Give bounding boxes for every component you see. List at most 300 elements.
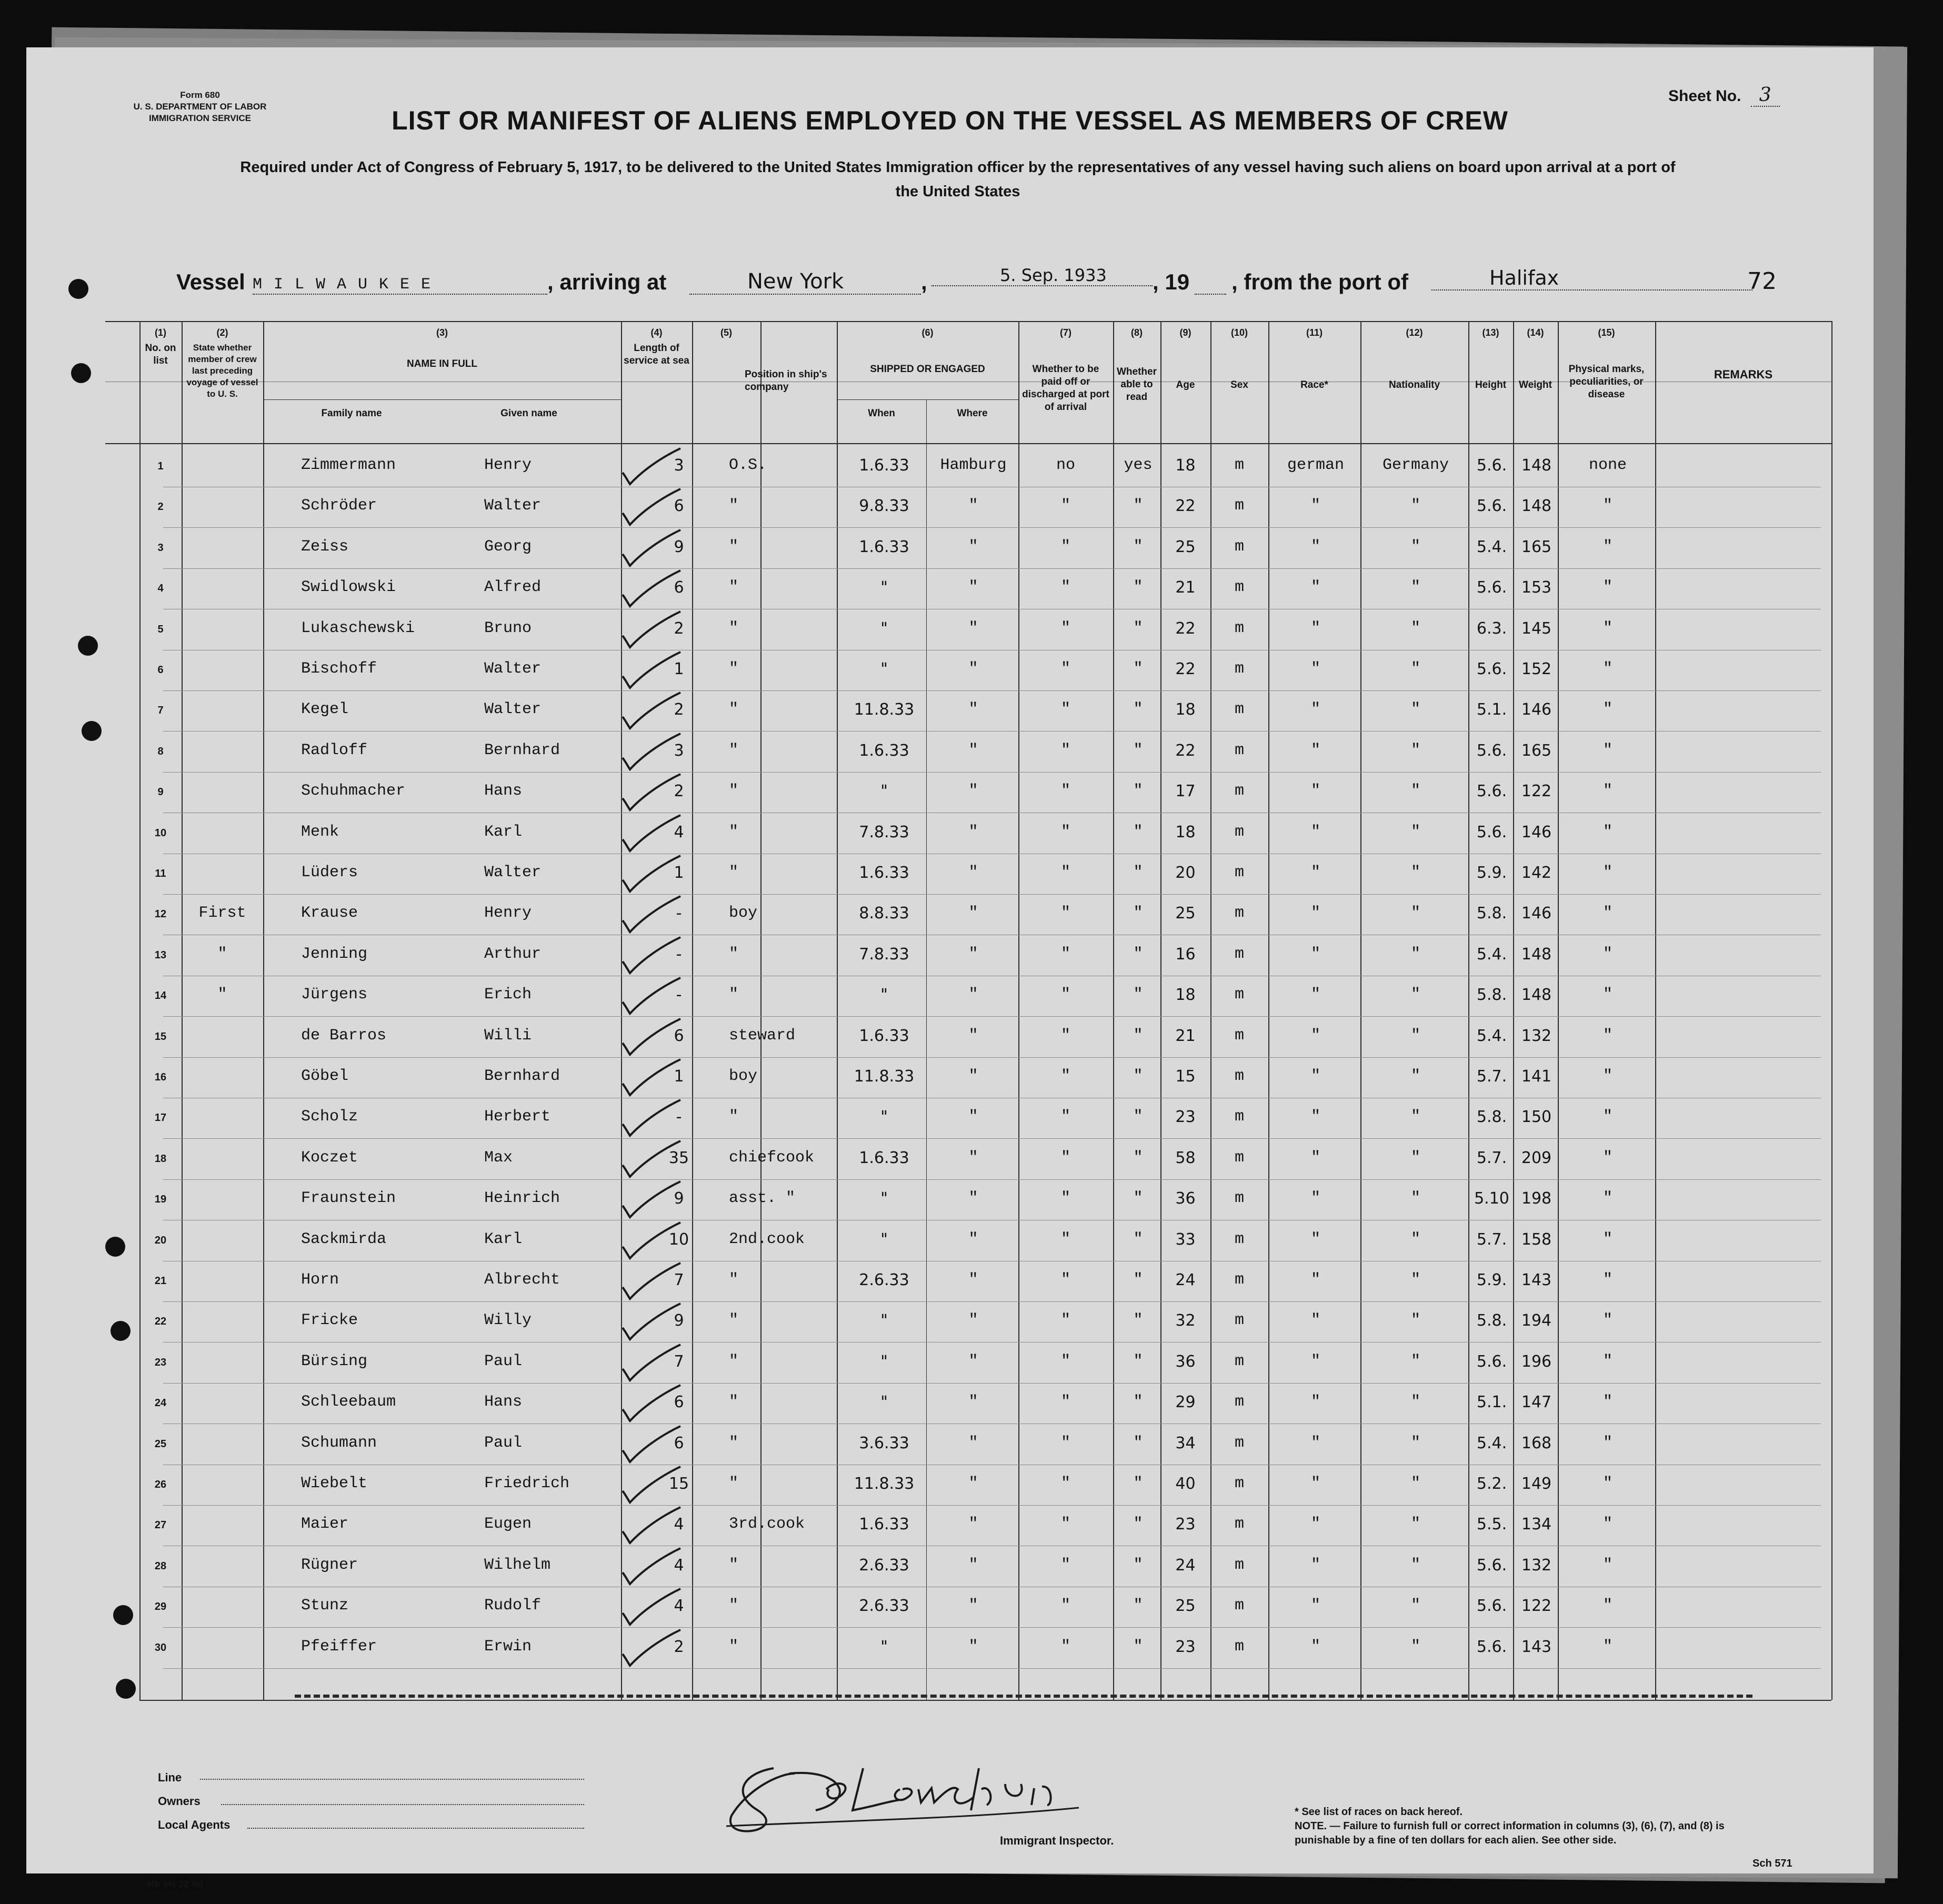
cell-marks: " bbox=[1603, 537, 1613, 556]
cell-nationality: " bbox=[1410, 1637, 1420, 1656]
cell-where: " bbox=[968, 1352, 978, 1370]
cell-marks: " bbox=[1603, 1393, 1613, 1411]
row-number: 18 bbox=[154, 1153, 167, 1165]
form-number: Form 680 bbox=[180, 90, 220, 100]
cell-paid: " bbox=[1060, 619, 1070, 637]
col-num: (13) bbox=[1482, 327, 1499, 338]
cell-read: " bbox=[1133, 823, 1143, 841]
cell-paid: " bbox=[1060, 1271, 1070, 1289]
cell-race: " bbox=[1310, 497, 1320, 515]
cell-height: 5.4. bbox=[1476, 1026, 1507, 1045]
cell-weight: 153 bbox=[1521, 578, 1552, 597]
cell-when: 2.6.33 bbox=[859, 1556, 909, 1575]
row-number: 9 bbox=[157, 786, 164, 798]
cell-weight: 148 bbox=[1521, 497, 1552, 516]
cell-height: 5.6. bbox=[1476, 1352, 1507, 1371]
cell-height: 5.9. bbox=[1476, 864, 1507, 882]
col-num: (9) bbox=[1179, 327, 1191, 338]
cell-position: " bbox=[729, 986, 739, 1004]
cell-family: Horn bbox=[301, 1271, 339, 1289]
cell-weight: 148 bbox=[1521, 456, 1552, 475]
col-num: (14) bbox=[1527, 327, 1544, 338]
cell-read: " bbox=[1133, 1189, 1143, 1208]
cell-age: 34 bbox=[1175, 1434, 1196, 1452]
footnote bbox=[1295, 1805, 1731, 1848]
cell-height: 5.6. bbox=[1476, 456, 1507, 475]
cell-nationality: " bbox=[1410, 1026, 1420, 1045]
cell-where: " bbox=[968, 986, 978, 1004]
col-remarks: REMARKS bbox=[1714, 368, 1773, 381]
owners-label: Owners bbox=[158, 1795, 201, 1808]
cell-race: " bbox=[1310, 537, 1320, 556]
cell-given: Herbert bbox=[484, 1108, 551, 1126]
cell-nationality: " bbox=[1410, 823, 1420, 841]
row-number: 11 bbox=[155, 868, 166, 879]
cell-age: 36 bbox=[1175, 1352, 1196, 1371]
cell-age: 25 bbox=[1175, 904, 1196, 923]
cell-paid: " bbox=[1060, 1108, 1070, 1126]
cell-position: " bbox=[729, 1311, 739, 1330]
cell-when: " bbox=[880, 578, 888, 597]
cell-when: 9.8.33 bbox=[859, 497, 909, 516]
schedule-number: Sch 571 bbox=[1752, 1858, 1792, 1869]
cell-read: " bbox=[1133, 1637, 1143, 1656]
cell-where: " bbox=[968, 619, 978, 637]
cell-where: " bbox=[968, 1230, 978, 1248]
cell-race: " bbox=[1310, 1148, 1320, 1167]
cell-height: 5.4. bbox=[1476, 945, 1507, 964]
cell-height: 5.6. bbox=[1476, 782, 1507, 801]
cell-family: Menk bbox=[301, 823, 339, 841]
cell-given: Erich bbox=[484, 986, 532, 1004]
penalty-note: NOTE. — Failure to furnish full or correct information in columns (3), (6), (7), and (8) is punishable by a fine of ten dollars for each alien. See other side. bbox=[1295, 1820, 1725, 1846]
cell-age: 32 bbox=[1175, 1311, 1196, 1330]
cell-marks: " bbox=[1603, 578, 1613, 597]
col-service-length: Length of service at sea bbox=[624, 343, 689, 366]
cell-position: " bbox=[729, 1556, 739, 1574]
sheet-number-value: 3 bbox=[1751, 84, 1780, 107]
cell-paid: " bbox=[1060, 537, 1070, 556]
cell-where: " bbox=[968, 537, 978, 556]
row-number: 5 bbox=[157, 623, 164, 635]
cell-sex: m bbox=[1234, 986, 1244, 1004]
cell-where: " bbox=[968, 1026, 978, 1045]
cell-nationality: " bbox=[1410, 1311, 1420, 1330]
cell-family: Jürgens bbox=[301, 986, 368, 1004]
cell-race: " bbox=[1310, 1311, 1320, 1330]
departure-port: Halifax bbox=[1431, 266, 1752, 290]
page-subtitle: Required under Act of Congress of February 5, 1917, to be delivered to the United States Immigration officer by the representatives of any vessel having such aliens on board upon arrival at a port of the United States bbox=[240, 159, 1676, 200]
cell-service: 7 bbox=[674, 1271, 684, 1289]
line-label: Line bbox=[158, 1771, 182, 1784]
cell-height: 5.5. bbox=[1476, 1515, 1507, 1534]
cell-position: " bbox=[729, 660, 739, 678]
cell-paid: no bbox=[1056, 456, 1075, 474]
cell-service: 3 bbox=[674, 456, 684, 475]
row-rule bbox=[163, 1505, 1821, 1506]
cell-where: Hamburg bbox=[940, 456, 1007, 474]
cell-read: " bbox=[1133, 986, 1143, 1004]
cell-sex: m bbox=[1234, 578, 1244, 597]
cell-age: 22 bbox=[1175, 660, 1196, 678]
cell-nationality: " bbox=[1410, 578, 1420, 597]
line-field bbox=[200, 1779, 584, 1780]
cell-family: Koczet bbox=[301, 1148, 358, 1167]
cell-age: 25 bbox=[1175, 1597, 1196, 1616]
row-number: 28 bbox=[154, 1560, 167, 1572]
cell-nationality: " bbox=[1410, 864, 1420, 881]
cell-race: " bbox=[1310, 1067, 1320, 1085]
cell-age: 23 bbox=[1175, 1108, 1196, 1127]
cell-marks: " bbox=[1603, 1311, 1613, 1330]
cell-prev: " bbox=[217, 945, 227, 963]
cell-paid: " bbox=[1060, 1637, 1070, 1656]
cell-paid: " bbox=[1060, 1475, 1070, 1492]
row-number: 24 bbox=[154, 1397, 167, 1409]
cell-service: 6 bbox=[674, 497, 684, 516]
cell-family: Schröder bbox=[301, 497, 377, 515]
cell-paid: " bbox=[1060, 700, 1070, 719]
cell-family: Zimmermann bbox=[301, 456, 396, 474]
cell-read: " bbox=[1133, 1148, 1143, 1167]
cell-paid: " bbox=[1060, 1515, 1070, 1534]
cell-height: 5.6. bbox=[1476, 823, 1507, 841]
cell-nationality: " bbox=[1410, 741, 1420, 759]
cell-family: Fricke bbox=[301, 1311, 358, 1330]
cell-when: 7.8.33 bbox=[859, 823, 909, 841]
cell-where: " bbox=[968, 660, 978, 678]
cell-weight: 152 bbox=[1521, 660, 1552, 678]
cell-when: " bbox=[880, 660, 888, 678]
cell-service: 6 bbox=[674, 1026, 684, 1045]
service-name: IMMIGRATION SERVICE bbox=[149, 113, 251, 123]
col-sex: Sex bbox=[1230, 379, 1248, 390]
cell-sex: m bbox=[1234, 1393, 1244, 1411]
cell-service: 9 bbox=[674, 537, 684, 556]
cell-sex: m bbox=[1234, 823, 1244, 841]
cell-given: Hans bbox=[484, 782, 523, 800]
row-rule bbox=[163, 527, 1821, 528]
cell-position: " bbox=[729, 741, 739, 759]
cell-position: " bbox=[729, 1475, 739, 1492]
cell-marks: " bbox=[1603, 1271, 1613, 1289]
col-family-name: Family name bbox=[321, 408, 382, 419]
cell-sex: m bbox=[1234, 1108, 1244, 1126]
cell-nationality: " bbox=[1410, 945, 1420, 963]
cell-marks: " bbox=[1603, 1026, 1613, 1045]
cell-marks: " bbox=[1603, 1475, 1613, 1492]
row-rule bbox=[163, 1627, 1821, 1628]
cell-age: 29 bbox=[1175, 1393, 1196, 1412]
cell-age: 33 bbox=[1175, 1230, 1196, 1249]
cell-given: Arthur bbox=[484, 945, 542, 963]
cell-sex: m bbox=[1234, 1067, 1244, 1085]
cell-when: 3.6.33 bbox=[859, 1434, 909, 1452]
cell-paid: " bbox=[1060, 1026, 1070, 1045]
cell-when: " bbox=[880, 986, 888, 1005]
row-number: 3 bbox=[157, 542, 164, 554]
cell-service: 9 bbox=[674, 1189, 684, 1208]
row-number: 16 bbox=[154, 1071, 167, 1083]
cell-read: " bbox=[1133, 1271, 1143, 1289]
cell-read: " bbox=[1133, 904, 1143, 923]
cell-position: chiefcook bbox=[729, 1148, 815, 1167]
cell-where: " bbox=[968, 1311, 978, 1330]
cell-read: " bbox=[1133, 660, 1143, 678]
cell-race: " bbox=[1310, 1637, 1320, 1656]
cell-weight: 132 bbox=[1521, 1556, 1552, 1575]
cell-paid: " bbox=[1060, 1067, 1070, 1085]
cell-weight: 148 bbox=[1521, 986, 1552, 1005]
cell-paid: " bbox=[1060, 864, 1070, 881]
cell-where: " bbox=[968, 1108, 978, 1126]
cell-weight: 122 bbox=[1521, 782, 1552, 801]
cell-position: " bbox=[729, 1352, 739, 1370]
col-position: Position in ship's company bbox=[745, 369, 827, 393]
col-num: (12) bbox=[1406, 327, 1423, 338]
row-rule bbox=[163, 1138, 1821, 1139]
col-num: (6) bbox=[922, 327, 934, 338]
row-rule bbox=[163, 1016, 1821, 1017]
cell-sex: m bbox=[1234, 1189, 1244, 1208]
cell-weight: 198 bbox=[1521, 1189, 1552, 1208]
manifest-number: 72 bbox=[1747, 268, 1777, 295]
cell-marks: " bbox=[1603, 1637, 1613, 1656]
cell-when: 1.6.33 bbox=[859, 456, 909, 475]
cell-paid: " bbox=[1060, 904, 1070, 923]
cell-position: 2nd.cook bbox=[729, 1230, 805, 1248]
cell-given: Hans bbox=[484, 1393, 523, 1411]
cell-paid: " bbox=[1060, 1148, 1070, 1167]
cell-height: 5.1. bbox=[1476, 700, 1507, 719]
cell-sex: m bbox=[1234, 700, 1244, 719]
cell-paid: " bbox=[1060, 578, 1070, 597]
cell-race: " bbox=[1310, 823, 1320, 841]
cell-height: 5.6. bbox=[1476, 497, 1507, 516]
cell-race: " bbox=[1310, 578, 1320, 597]
row-number: 2 bbox=[157, 501, 164, 513]
cell-when: " bbox=[880, 1189, 888, 1208]
cell-weight: 141 bbox=[1521, 1067, 1552, 1086]
cell-read: " bbox=[1133, 700, 1143, 719]
row-rule bbox=[163, 1301, 1821, 1302]
row-rule bbox=[163, 1179, 1821, 1180]
cell-position: boy bbox=[729, 1067, 758, 1085]
manifest-table bbox=[26, 47, 1874, 1873]
sheet-number-label: Sheet No. bbox=[1668, 87, 1741, 105]
cell-nationality: " bbox=[1410, 904, 1420, 923]
cell-race: " bbox=[1310, 1597, 1320, 1615]
cell-paid: " bbox=[1060, 1393, 1070, 1411]
cell-marks: " bbox=[1603, 660, 1613, 678]
arrival-date: 5. Sep. 1933 bbox=[932, 265, 1153, 286]
cell-service: 15 bbox=[668, 1475, 689, 1493]
row-number: 30 bbox=[154, 1641, 167, 1654]
col-race: Race* bbox=[1300, 379, 1328, 390]
cell-marks: " bbox=[1603, 1352, 1613, 1370]
row-number: 19 bbox=[154, 1194, 167, 1206]
cell-given: Eugen bbox=[484, 1515, 532, 1534]
cell-read: " bbox=[1133, 1393, 1143, 1411]
col-able-to-read: Whether able to read bbox=[1117, 366, 1157, 403]
cell-marks: " bbox=[1603, 1230, 1613, 1248]
cell-sex: m bbox=[1234, 1026, 1244, 1045]
cell-given: Heinrich bbox=[484, 1189, 560, 1208]
cell-marks: " bbox=[1603, 1434, 1613, 1452]
cell-where: " bbox=[968, 741, 978, 759]
cell-age: 20 bbox=[1175, 864, 1196, 882]
col-paid-off: Whether to be paid off or discharged at port of arrival bbox=[1022, 364, 1109, 413]
cell-marks: " bbox=[1603, 1556, 1613, 1574]
cell-nationality: " bbox=[1410, 782, 1420, 800]
cell-sex: m bbox=[1234, 1637, 1244, 1656]
cell-given: Georg bbox=[484, 537, 532, 556]
arrival-port: New York bbox=[689, 269, 921, 295]
cell-sex: m bbox=[1234, 456, 1244, 474]
cell-nationality: " bbox=[1410, 1475, 1420, 1492]
cell-service: - bbox=[676, 904, 682, 923]
cell-service: 4 bbox=[674, 823, 684, 841]
inspector-label: Immigrant Inspector. bbox=[1000, 1834, 1114, 1847]
cell-where: " bbox=[968, 578, 978, 597]
cell-when: " bbox=[880, 1108, 888, 1127]
cell-age: 24 bbox=[1175, 1556, 1196, 1575]
row-number: 6 bbox=[157, 664, 164, 676]
cell-when: 2.6.33 bbox=[859, 1597, 909, 1616]
cell-race: " bbox=[1310, 1230, 1320, 1248]
cell-weight: 132 bbox=[1521, 1026, 1552, 1045]
row-number: 8 bbox=[157, 745, 164, 757]
cell-weight: 146 bbox=[1521, 700, 1552, 719]
cell-service: 3 bbox=[674, 741, 684, 760]
cell-where: " bbox=[968, 782, 978, 800]
cell-when: 1.6.33 bbox=[859, 1026, 909, 1045]
cell-race: " bbox=[1310, 1556, 1320, 1574]
cell-age: 22 bbox=[1175, 741, 1196, 760]
cell-sex: m bbox=[1234, 741, 1244, 759]
cell-race: " bbox=[1310, 1475, 1320, 1492]
cell-family: Schuhmacher bbox=[301, 782, 406, 800]
cell-read: " bbox=[1133, 1108, 1143, 1126]
cell-sex: m bbox=[1234, 1311, 1244, 1330]
row-rule bbox=[163, 690, 1821, 691]
row-number: 27 bbox=[154, 1519, 167, 1531]
cell-sex: m bbox=[1234, 1434, 1244, 1452]
cell-nationality: " bbox=[1410, 986, 1420, 1004]
cell-age: 18 bbox=[1175, 986, 1196, 1005]
cell-position: " bbox=[729, 1108, 739, 1126]
cell-position: " bbox=[729, 1637, 739, 1656]
cell-position: steward bbox=[729, 1026, 796, 1045]
department-name: U. S. DEPARTMENT OF LABOR bbox=[133, 102, 267, 112]
cell-position: 3rd.cook bbox=[729, 1515, 805, 1534]
agents-field bbox=[247, 1828, 584, 1829]
cell-service: 2 bbox=[674, 619, 684, 638]
row-number: 10 bbox=[154, 827, 167, 839]
col-no-on-list: No. on list bbox=[145, 343, 176, 366]
cell-paid: " bbox=[1060, 782, 1070, 800]
cell-read: " bbox=[1133, 1311, 1143, 1330]
row-number: 29 bbox=[154, 1601, 167, 1613]
cell-height: 5.6. bbox=[1476, 660, 1507, 678]
cell-nationality: " bbox=[1410, 1271, 1420, 1289]
cell-given: Wilhelm bbox=[484, 1556, 551, 1574]
cell-where: " bbox=[968, 1067, 978, 1085]
cell-weight: 209 bbox=[1521, 1148, 1552, 1167]
cell-nationality: " bbox=[1410, 1108, 1420, 1126]
cell-height: 5.1. bbox=[1476, 1393, 1507, 1412]
cell-when: " bbox=[880, 782, 888, 801]
cell-height: 5.7. bbox=[1476, 1148, 1507, 1167]
cell-nationality: " bbox=[1410, 497, 1420, 515]
row-number: 23 bbox=[154, 1356, 167, 1368]
cell-read: " bbox=[1133, 1475, 1143, 1492]
cell-race: " bbox=[1310, 1271, 1320, 1289]
cell-service: 2 bbox=[674, 1637, 684, 1656]
cell-sex: m bbox=[1234, 1230, 1244, 1248]
cell-given: Paul bbox=[484, 1434, 523, 1452]
from-port-label: , from the port of bbox=[1231, 269, 1408, 294]
cell-position: " bbox=[729, 619, 739, 637]
cell-where: " bbox=[968, 864, 978, 881]
cell-paid: " bbox=[1060, 1230, 1070, 1248]
col-weight: Weight bbox=[1519, 379, 1552, 390]
cell-when: " bbox=[880, 1393, 888, 1412]
cell-family: Scholz bbox=[301, 1108, 358, 1126]
cell-paid: " bbox=[1060, 986, 1070, 1004]
cell-weight: 145 bbox=[1521, 619, 1552, 638]
cell-family: Lukaschewski bbox=[301, 619, 415, 637]
cell-when: " bbox=[880, 619, 888, 638]
cell-read: " bbox=[1133, 1597, 1143, 1615]
vessel-label: Vessel bbox=[176, 269, 245, 294]
cell-read: " bbox=[1133, 782, 1143, 800]
cell-sex: m bbox=[1234, 904, 1244, 923]
cell-sex: m bbox=[1234, 1556, 1244, 1574]
races-footnote: * See list of races on back hereof. bbox=[1295, 1806, 1463, 1818]
cell-read: " bbox=[1133, 1515, 1143, 1534]
cell-race: " bbox=[1310, 945, 1320, 963]
cell-where: " bbox=[968, 1556, 978, 1574]
cell-family: Bischoff bbox=[301, 660, 377, 678]
cell-nationality: " bbox=[1410, 619, 1420, 637]
cell-where: " bbox=[968, 1434, 978, 1452]
col-nationality: Nationality bbox=[1388, 379, 1440, 390]
cell-height: 5.8. bbox=[1476, 1311, 1507, 1330]
col-num: (11) bbox=[1306, 327, 1323, 338]
cell-position: " bbox=[729, 782, 739, 800]
cell-where: " bbox=[968, 1148, 978, 1167]
cell-service: 9 bbox=[674, 1311, 684, 1330]
cell-marks: none bbox=[1588, 456, 1627, 474]
cell-where: " bbox=[968, 1189, 978, 1208]
cell-race: " bbox=[1310, 1515, 1320, 1534]
row-number: 15 bbox=[154, 1030, 167, 1043]
cell-service: 2 bbox=[674, 700, 684, 719]
cell-when: " bbox=[880, 1311, 888, 1330]
cell-position: " bbox=[729, 1597, 739, 1615]
cell-when: " bbox=[880, 1230, 888, 1249]
cell-weight: 165 bbox=[1521, 537, 1552, 556]
cell-weight: 143 bbox=[1521, 1271, 1552, 1289]
cell-race: " bbox=[1310, 1434, 1320, 1452]
cell-weight: 196 bbox=[1521, 1352, 1552, 1371]
cell-read: " bbox=[1133, 619, 1143, 637]
row-number: 25 bbox=[154, 1438, 167, 1450]
cell-sex: m bbox=[1234, 945, 1244, 963]
cell-race: " bbox=[1310, 700, 1320, 719]
cell-service: 1 bbox=[674, 660, 684, 678]
